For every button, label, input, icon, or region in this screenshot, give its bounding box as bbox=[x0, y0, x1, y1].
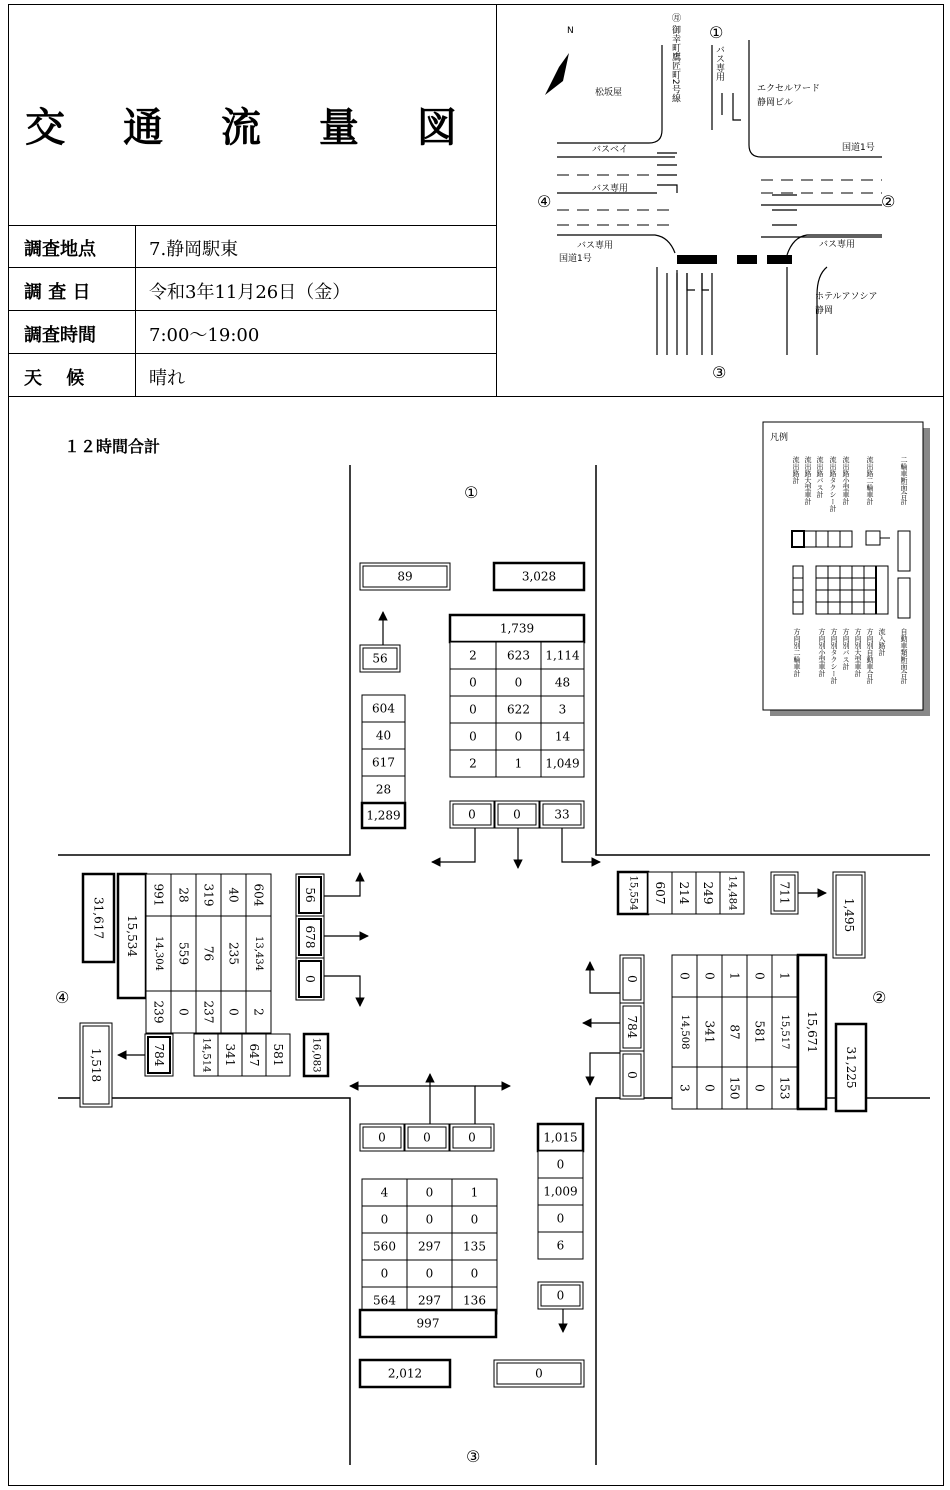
subtitle: １２時間合計 bbox=[64, 437, 161, 456]
north-dir-2wheel-2: 33 bbox=[554, 807, 570, 822]
south-out-col-3: 6 bbox=[556, 1238, 565, 1253]
north-grid-1-2: 48 bbox=[554, 675, 571, 690]
label-location: 調査地点 bbox=[24, 239, 96, 260]
west-out-sum: 16,083 bbox=[310, 1037, 322, 1073]
south-out-col-1: 1,009 bbox=[543, 1184, 578, 1199]
south-grid-3-0: 0 bbox=[380, 1266, 389, 1281]
east-grid-0-1: 0 bbox=[702, 972, 717, 980]
map-n1: ① bbox=[709, 23, 724, 42]
east-grid-2-4: 153 bbox=[777, 1076, 792, 1100]
south-grid-1-2: 0 bbox=[470, 1212, 479, 1227]
south-dir-2wheel-2: 0 bbox=[468, 1130, 476, 1145]
east-grid-1-4: 15,517 bbox=[779, 1014, 790, 1050]
north-out-col-1: 40 bbox=[375, 728, 392, 743]
map-n4: ④ bbox=[537, 192, 552, 211]
south-grid-0-0: 4 bbox=[380, 1185, 389, 1200]
east-grid-2-3: 0 bbox=[752, 1084, 767, 1092]
north-grid-0-2: 1,114 bbox=[545, 648, 580, 663]
west-grid-2-1: 0 bbox=[176, 1008, 191, 1016]
south-grid-3-2: 0 bbox=[470, 1266, 479, 1281]
south-grid-2-1: 297 bbox=[418, 1239, 441, 1254]
north-grid-2-2: 3 bbox=[558, 702, 567, 717]
value-time: 7:00〜19:00 bbox=[149, 325, 260, 346]
west-out-col-3: 581 bbox=[271, 1043, 285, 1067]
west-grid-1-3: 235 bbox=[226, 942, 241, 965]
map-excel-ward: エクセルワード bbox=[757, 84, 821, 94]
east-grid-1-0: 14,508 bbox=[679, 1014, 690, 1050]
legend-top-1: 流出路大型車計 bbox=[804, 456, 812, 505]
east-dir-2wheel-1: 784 bbox=[625, 1015, 639, 1039]
value-location: 7.静岡駅東 bbox=[149, 239, 239, 260]
south-dir-2wheel-1: 0 bbox=[423, 1130, 431, 1145]
map-shizuoka-bldg: 静岡ビル bbox=[757, 98, 794, 108]
legend-bottom-4: 方向別大型車計 bbox=[854, 628, 862, 677]
north-dir-2wheel-0: 0 bbox=[468, 807, 476, 822]
north-grid-3-1: 0 bbox=[514, 729, 523, 744]
west-section-2wheel: 1,518 bbox=[89, 1047, 103, 1083]
west-section-total: 31,617 bbox=[91, 897, 106, 939]
value-weather: 晴れ bbox=[149, 368, 185, 389]
map-hotel2: 静岡 bbox=[815, 306, 834, 316]
diag-n3: ③ bbox=[466, 1447, 481, 1466]
legend-bottom-3: 方向別バス計 bbox=[842, 628, 850, 670]
diag-n2: ② bbox=[872, 988, 887, 1007]
legend-top-3: 流出路タクシー計 bbox=[829, 456, 837, 512]
south-grid-3-1: 0 bbox=[425, 1266, 434, 1281]
east-grid-2-1: 0 bbox=[702, 1084, 717, 1092]
south-in-total: 997 bbox=[416, 1316, 440, 1331]
west-grid-2-4: 2 bbox=[251, 1008, 266, 1016]
east-grid-2-0: 3 bbox=[677, 1084, 692, 1092]
legend-bottom-2: 方向別タクシー計 bbox=[830, 628, 838, 684]
east-dir-2wheel-0: 0 bbox=[625, 975, 639, 983]
diag-n4: ④ bbox=[55, 988, 70, 1007]
south-grid-1-1: 0 bbox=[425, 1212, 434, 1227]
west-dir-2wheel-0: 56 bbox=[303, 887, 317, 903]
west-out-col-1: 341 bbox=[223, 1043, 237, 1067]
map-bus-only-v: バス専用 bbox=[714, 45, 724, 81]
north-grid-3-2: 14 bbox=[554, 729, 571, 744]
east-out-2wheel: 711 bbox=[777, 881, 792, 905]
west-grid-0-3: 40 bbox=[226, 887, 241, 903]
west-grid-2-2: 237 bbox=[201, 1000, 216, 1024]
north-out-col-2: 617 bbox=[372, 755, 395, 770]
north-section-total: 3,028 bbox=[521, 569, 557, 584]
map-n3: ③ bbox=[712, 363, 727, 382]
west-grid-1-1: 559 bbox=[176, 942, 191, 965]
south-grid-0-2: 1 bbox=[470, 1185, 479, 1200]
east-grid-0-4: 1 bbox=[777, 972, 792, 980]
south-out-2wheel: 0 bbox=[556, 1288, 565, 1303]
south-grid-1-0: 0 bbox=[380, 1212, 389, 1227]
legend-bottom-0: 方向別二輪車計 bbox=[793, 628, 801, 677]
north-grid-1-1: 0 bbox=[514, 675, 523, 690]
east-out-sum: 15,554 bbox=[627, 875, 639, 911]
east-out-col-3: 14,484 bbox=[726, 875, 738, 911]
south-grid-4-2: 136 bbox=[463, 1293, 486, 1308]
map-road-name: ㊊ 御幸町鷹匠町2号線 bbox=[670, 13, 680, 103]
map-bus-only-left2: バス専用 bbox=[577, 241, 614, 251]
north-out-2wheel: 56 bbox=[372, 651, 388, 666]
west-grid-0-1: 28 bbox=[176, 887, 191, 903]
legend-bottom-6: 流入路計 bbox=[878, 628, 886, 656]
north-grid-4-1: 1 bbox=[514, 756, 523, 771]
map-n2: ② bbox=[881, 192, 896, 211]
north-grid-1-0: 0 bbox=[469, 675, 477, 690]
map-bus-only-right: バス専用 bbox=[819, 240, 856, 250]
map-bus-bay: バスベイ bbox=[592, 145, 629, 155]
west-grid-1-0: 14,304 bbox=[153, 936, 164, 971]
west-out-col-2: 647 bbox=[247, 1043, 261, 1067]
east-grid-0-2: 1 bbox=[727, 972, 742, 980]
south-grid-4-1: 297 bbox=[418, 1293, 441, 1308]
map-hotel: ホテルアソシア bbox=[815, 292, 878, 302]
east-grid-0-3: 0 bbox=[752, 972, 767, 980]
north-grid-4-2: 1,049 bbox=[545, 756, 580, 771]
legend-bottom-7: 自動車類断面合計 bbox=[900, 628, 908, 684]
label-weather: 天 候 bbox=[24, 368, 85, 389]
west-out-2wheel: 784 bbox=[152, 1043, 166, 1067]
north-dir-2wheel-1: 0 bbox=[513, 807, 521, 822]
legend-bottom-1: 方向別小型車計 bbox=[818, 628, 826, 677]
north-out-col-3: 28 bbox=[375, 782, 392, 797]
east-out-col-2: 249 bbox=[701, 881, 715, 905]
north-out-sum: 1,289 bbox=[366, 808, 401, 823]
legend-top-5: 流出路二輪車計 bbox=[866, 456, 874, 505]
map-bus-only-left: バス専用 bbox=[592, 184, 629, 194]
legend bbox=[763, 422, 930, 716]
map-north-label: N bbox=[567, 26, 574, 36]
map-matsuzakaya: 松坂屋 bbox=[595, 88, 623, 98]
west-grid-0-2: 319 bbox=[201, 883, 216, 907]
south-dir-2wheel-0: 0 bbox=[378, 1130, 386, 1145]
east-grid-1-1: 341 bbox=[702, 1020, 717, 1044]
north-grid-4-0: 2 bbox=[469, 756, 477, 771]
south-section-2wheel: 0 bbox=[535, 1366, 543, 1381]
legend-top-2: 流出路バス計 bbox=[816, 456, 824, 498]
south-out-sum: 1,015 bbox=[543, 1130, 578, 1145]
west-grid-0-0: 991 bbox=[151, 883, 166, 907]
north-out-col-0: 604 bbox=[372, 701, 395, 716]
east-grid-1-3: 581 bbox=[752, 1020, 767, 1044]
east-grid-1-2: 87 bbox=[727, 1024, 742, 1040]
value-date: 令和3年11月26日（金） bbox=[149, 282, 351, 303]
west-in-total: 15,534 bbox=[125, 915, 139, 957]
south-grid-2-2: 135 bbox=[463, 1239, 486, 1254]
west-dir-2wheel-1: 678 bbox=[303, 925, 317, 949]
south-grid-0-1: 0 bbox=[425, 1185, 434, 1200]
south-grid-2-0: 560 bbox=[373, 1239, 396, 1254]
east-out-col-1: 214 bbox=[677, 881, 691, 905]
west-grid-2-0: 239 bbox=[151, 1000, 166, 1024]
north-out-total: 89 bbox=[397, 569, 413, 584]
north-in-total: 1,739 bbox=[499, 621, 535, 636]
east-section-2wheel: 1,495 bbox=[842, 897, 856, 933]
diag-n1: ① bbox=[464, 483, 479, 502]
east-in-total: 15,671 bbox=[805, 1011, 819, 1053]
label-time: 調査時間 bbox=[24, 325, 96, 346]
east-grid-0-0: 0 bbox=[677, 972, 692, 980]
value-cells bbox=[80, 563, 866, 1387]
west-grid-2-3: 0 bbox=[226, 1008, 241, 1016]
legend-bottom-5: 方向別自動車合計 bbox=[866, 628, 874, 684]
map-route1-right: 国道1号 bbox=[842, 143, 875, 153]
west-dir-2wheel-2: 0 bbox=[303, 975, 317, 983]
east-section-total: 31,225 bbox=[844, 1046, 858, 1089]
north-grid-0-1: 623 bbox=[507, 648, 530, 663]
page-title: 交 通 流 量 図 bbox=[25, 105, 479, 151]
south-out-col-0: 0 bbox=[556, 1157, 565, 1172]
legend-top-6: 二輪車断面合計 bbox=[900, 456, 908, 505]
east-grid-2-2: 150 bbox=[727, 1076, 742, 1100]
legend-top-4: 流出路小型車計 bbox=[842, 456, 850, 505]
north-grid-2-1: 622 bbox=[507, 702, 530, 717]
south-out-col-2: 0 bbox=[556, 1211, 565, 1226]
east-dir-2wheel-2: 0 bbox=[625, 1071, 639, 1079]
west-grid-1-4: 13,434 bbox=[253, 936, 264, 971]
label-date: 調 査 日 bbox=[24, 282, 91, 303]
legend-top-0: 流出路計 bbox=[792, 456, 800, 484]
north-grid-2-0: 0 bbox=[469, 702, 477, 717]
map-route1-left: 国道1号 bbox=[559, 254, 592, 264]
west-grid-1-2: 76 bbox=[201, 945, 216, 962]
south-in-section: 2,012 bbox=[387, 1366, 423, 1381]
legend-title: 凡例 bbox=[770, 433, 789, 443]
west-grid-0-4: 604 bbox=[251, 883, 266, 907]
north-grid-3-0: 0 bbox=[469, 729, 477, 744]
south-grid-4-0: 564 bbox=[373, 1293, 396, 1308]
west-out-col-0: 14,514 bbox=[200, 1037, 212, 1073]
north-grid-0-0: 2 bbox=[469, 648, 477, 663]
east-out-col-0: 607 bbox=[653, 881, 667, 905]
